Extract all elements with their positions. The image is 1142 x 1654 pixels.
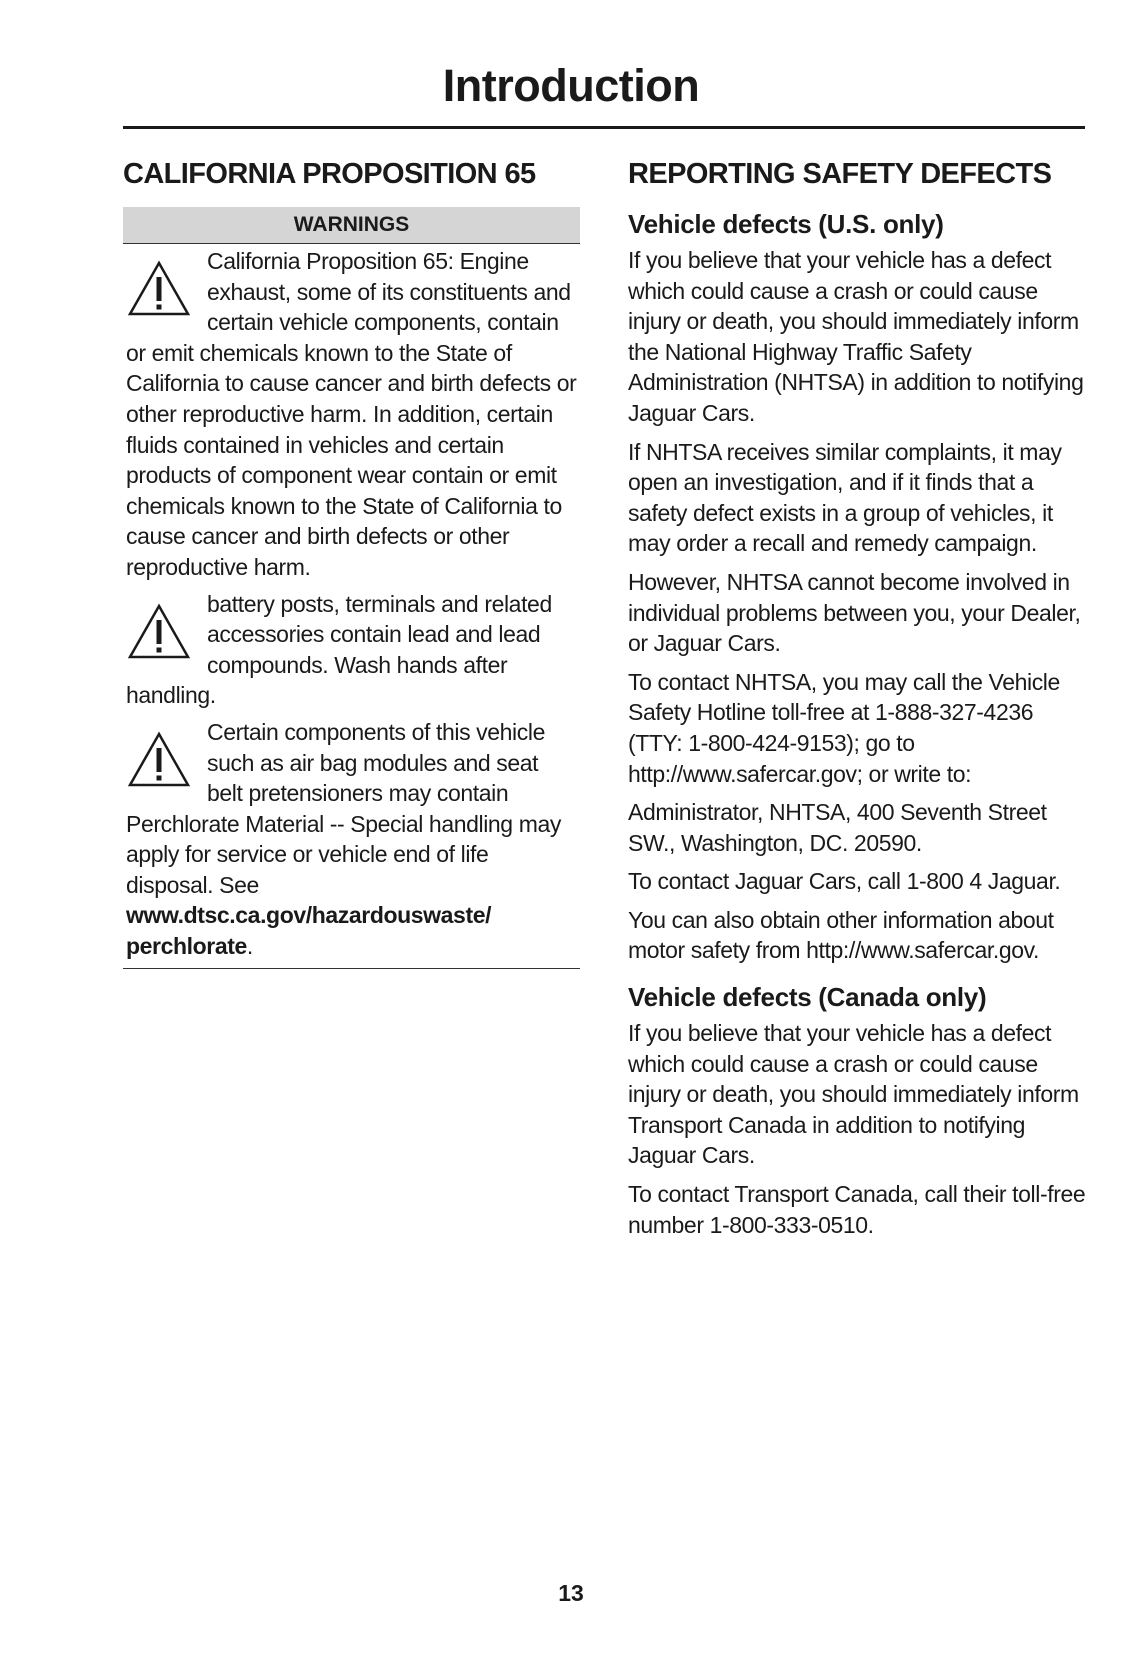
right-column [628,156,1090,1248]
us-defects-heading: Vehicle defects (U.S. only) [628,209,944,239]
us-paragraph: However, NHTSA cannot become involved in individual problems between you, your Dealer, or Jaguar Cars. [628,568,1081,657]
dtsc-link[interactable]: www.dtsc.ca.gov/hazardouswaste/ perchlorate [126,902,492,960]
warnings-label: WARNINGS [123,207,580,244]
us-paragraph: To contact Jaguar Cars, call 1-800 4 Jaguar. [628,868,1061,895]
left-column [123,156,580,969]
warning-triangle-icon [126,601,192,663]
page-title: Introduction [442,60,700,111]
title-divider [123,126,1085,129]
warning-text-suffix: . [246,933,253,960]
canada-defects-heading: Vehicle defects (Canada only) [628,982,987,1013]
warning-prop65 [123,246,580,583]
us-paragraph: Administrator, NHTSA, 400 Seventh Street SW., Washington, DC. 20590. [628,799,1047,856]
california-prop-65-heading: CALIFORNIA PROPOSITION 65 [123,158,536,190]
warning-triangle-icon [126,258,192,320]
warning-battery-lead [123,589,580,711]
us-paragraph: You can also obtain other information about motor safety from http://www.safercar.gov. [628,906,1054,964]
warning-perchlorate [123,717,580,962]
us-paragraph: If NHTSA receives similar complaints, it may open an investigation, and if it finds that a safety defect exists in a group of vehicles, it may order a recall and remedy campaign. [628,438,1062,557]
reporting-safety-defects-heading: REPORTING SAFETY DEFECTS [628,158,1052,190]
warning-text: battery posts, terminals and related accessories contain lead and lead compounds. Wash hands after handling. [126,590,552,709]
canada-paragraph: To contact Transport Canada, call their toll-free number 1-800-333-0510. [628,1181,1086,1238]
page-number: 13 [558,1580,584,1606]
warning-triangle-icon [126,729,192,791]
canada-paragraph: If you believe that your vehicle has a defect which could cause a crash or could cause injury or death, you should immediately inform Transport Canada in addition to notifying Jaguar Cars. [628,1020,1079,1169]
us-paragraph: If you believe that your vehicle has a defect which could cause a crash or could cause injury or death, you should immediately inform the National Highway Traffic Safety Administration (NHTSA) in addition to notifying Jaguar Cars. [628,247,1084,426]
warning-text: California Proposition 65: Engine exhaust, some of its constituents and certain vehicle components, contain or emit chemicals known to the State of California to cause cancer and birth defects or other reproductive harm. In addition, certain fluids contained in vehicles and certain products of component wear contain or emit chemicals known to the State of California to cause cancer and birth defects or other reproductive harm. [126,248,577,580]
us-paragraph: To contact NHTSA, you may call the Vehicle Safety Hotline toll-free at 1-888-327-4236 (TTY: 1-800-424-9153); go to http://www.safercar.gov; or write to: [628,668,1060,787]
warning-text [126,717,577,962]
warning-text-body: Certain components of this vehicle such as air bag modules and seat belt pretensioners may contain Perchlorate Material -- Special handling may apply for service or vehicle end of life disposal. See [126,718,561,898]
warnings-end-divider [123,968,580,969]
